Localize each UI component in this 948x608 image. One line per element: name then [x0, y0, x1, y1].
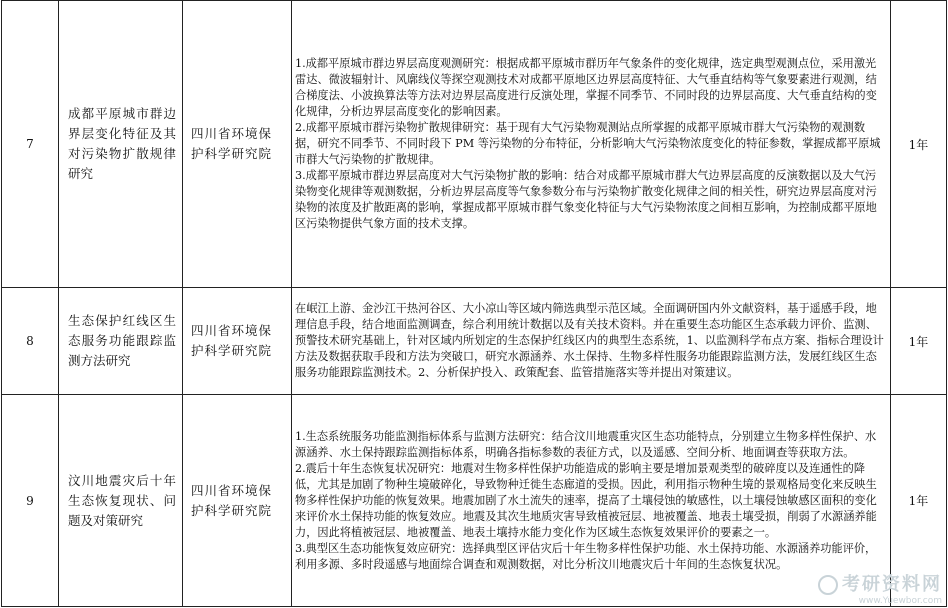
content-paragraph: 在岷江上游、金沙江干热河谷区、大小凉山等区域内筛选典型示范区域。全面调研国内外文献资料，基于遥感手段，地理信息手段，结合地面监测调查，综合利用统计数据以及有关技术资料。并在重要生态功能区生态承载力评价、监测、预警技术研究基础上，针对区域内所划定的生态保护红线区内的典型生态系统，1、以监测科学布点方案、指标合理设计方法及数据获取手段和方法为突破口，研究水源涵养、水土保持、生物多样性服务功能跟踪监测方法，发展红线区生态服务功能跟踪监测技术。2、分析保护投入、政策配套、监管措施落实等并提出对策建议。 — [295, 302, 884, 379]
row-number: 7 — [2, 1, 59, 288]
content-paragraph: 1.生态系统服务功能监测指标体系与监测方法研究：结合汶川地震重灾区生态功能特点，分别建立生物多样性保护、水源涵养、水土保持跟踪监测指标体系，明确各指标参数的表征方式，以及遥感、空间分析、地面调查等获取方法。 — [295, 429, 877, 459]
content-paragraph: 2.成都平原城市群污染物扩散规律研究：基于现有大气污染物观测站点所掌握的成都平原城市群大气污染物的观测数据，研究不同季节、不同时段下 PM 等污染物的分布特征，分析影响大气污染物浓度变化的特征参数，掌握成都平原城市群大气污染物的扩散规律。 — [295, 121, 881, 166]
content-paragraph: 3.成都平原城市群边界层高度对大气污染物扩散的影响：结合对成都平原城市群大气边界层高度的反演数据以及大气污染物变化规律等观测数据，分析边界层高度等气象参数分布与污染物扩散变化规律之间的相关性，研究边界层高度对污染物的浓度及扩散距离的影响，掌握成都平原城市群气象变化特征与大气污染物浓度之间相互影响，为控制成都平原地区污染物提供气象方面的技术支撑。 — [295, 169, 877, 230]
research-content — [292, 288, 891, 395]
project-title: 汶川地震灾后十年生态恢复现状、问题及对策研究 — [59, 395, 183, 607]
duration: 1年 — [891, 288, 947, 395]
research-content — [292, 1, 891, 288]
project-title: 生态保护红线区生态服务功能跟踪监测方法研究 — [59, 288, 183, 395]
research-content — [292, 395, 891, 607]
duration: 1年 — [891, 395, 947, 607]
organization: 四川省环境保护科学研究院 — [183, 288, 292, 395]
project-table — [1, 0, 947, 607]
watermark-text: 考研资料网 — [842, 574, 942, 595]
project-title: 成都平原城市群边界层变化特征及其对污染物扩散规律研究 — [59, 1, 183, 288]
content-paragraph: 2.震后十年生态恢复状况研究：地震对生物多样性保护功能造成的影响主要是增加景观类型的破碎度以及连通性的降低，尤其是加剧了物种生境破碎化，导致物种迁徙生态廊道的受损。因此，利用指示物种生境的景观格局变化来反映生物多样性保护功能的恢复效果。地震加剧了水土流失的速率，提高了土壤侵蚀的敏感性，以土壤侵蚀敏感区面积的变化来评价水土保持功能的恢复效应。地震及其次生地质灾害导致植被冠层、地被覆盖、地表土壤受损，削弱了水源涵养能力，因此将植被冠层、地被覆盖、地表土壤持水能力变化作为区域生态恢复效果评价的要素之一。 — [295, 461, 877, 539]
table-row — [2, 1, 947, 288]
organization: 四川省环境保护科学研究院 — [183, 1, 292, 288]
row-number: 8 — [2, 288, 59, 395]
table-row — [2, 288, 947, 395]
organization: 四川省环境保护科学研究院 — [183, 395, 292, 607]
duration: 1年 — [891, 1, 947, 288]
watermark-url: www.Yuewbor.com — [858, 596, 942, 606]
content-paragraph: 1.成都平原城市群边界层高度观测研究：根据成都平原城市群历年气象条件的变化规律，选定典型观测点位，采用激光雷达、微波辐射计、风廓线仪等探空观测技术对成都平原地区边界层高度特征、大气垂直结构等气象要素进行观测，结合梯度法、小波换算法等方法对边界层高度进行反演处理，掌握不同季节、不同时段的边界层高度、大气垂直结构的变化规律，分析边界层高度变化的影响因素。 — [295, 57, 877, 118]
row-number: 9 — [2, 395, 59, 607]
content-paragraph: 3.典型区生态功能恢复效应研究：选择典型区评估灾后十年生物多样性保护功能、水土保持功能、水源涵养功能评价，利用多源、多时段遥感与地面综合调查和观测数据，对比分析汶川地震灾后十年间的生态恢复状况。 — [295, 541, 877, 571]
table-row — [2, 395, 947, 607]
